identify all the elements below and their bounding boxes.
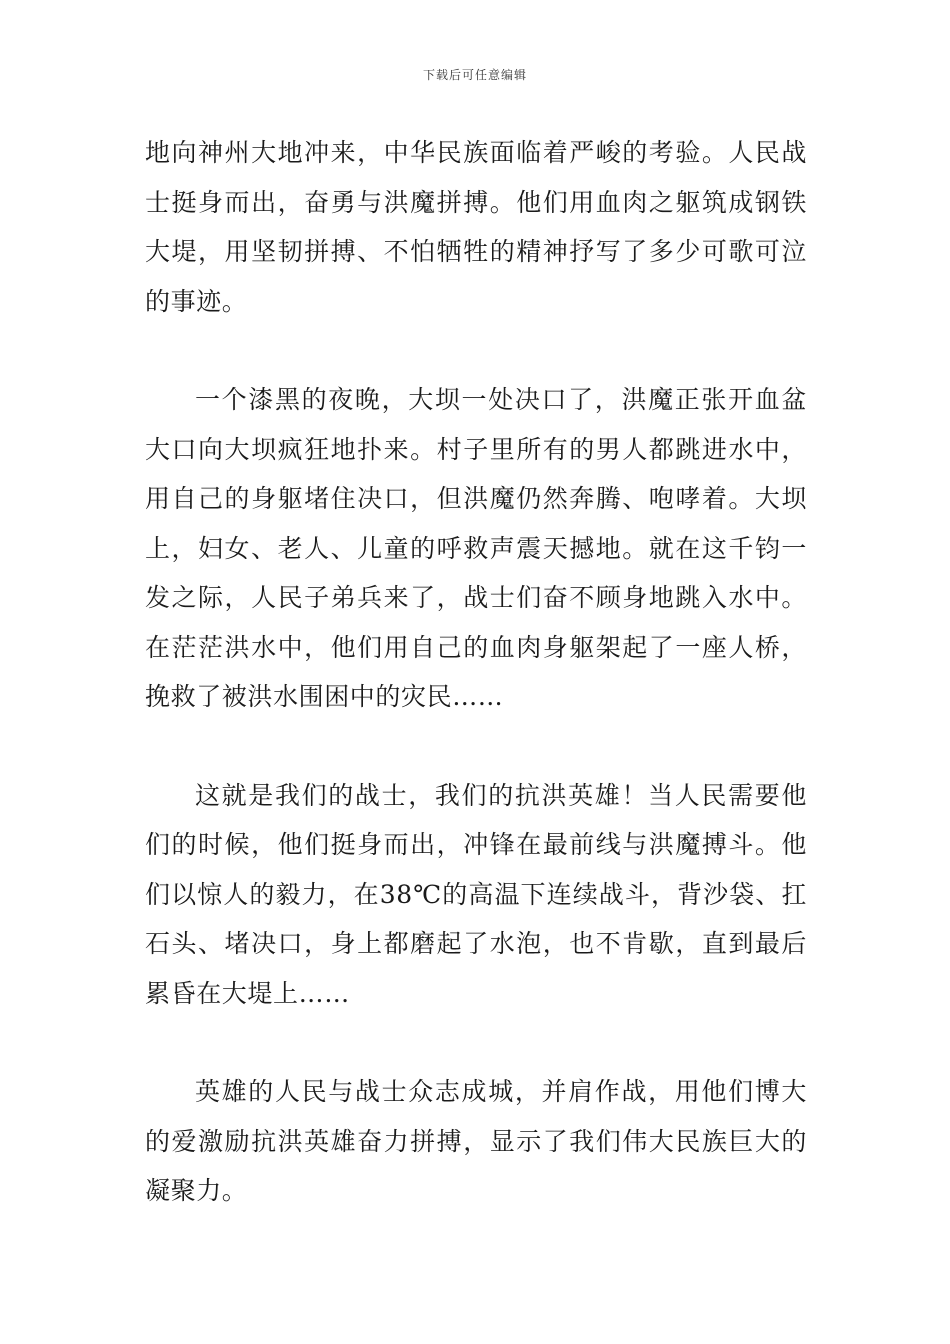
paragraph-2: 一个漆黑的夜晚，大坝一处决口了，洪魔正张开血盆大口向大坝疯狂地扑来。村子里所有的男人都跳进水中，用自己的身躯堵住决口，但洪魔仍然奔腾、咆哮着。大坝上，妇女、老人、儿童的呼救声震天撼地。就在这千钧一发之际，人民子弟兵来了，战士们奋不顾身地跳入水中。在茫茫洪水中，他们用自己的血肉身躯架起了一座人桥，挽救了被洪水围困中的灾民…… bbox=[145, 385, 807, 711]
paragraph-4: 英雄的人民与战士众志成城，并肩作战，用他们博大的爱激励抗洪英雄奋力拼搏，显示了我们伟大民族巨大的凝聚力。 bbox=[145, 1077, 807, 1205]
paragraph-1: 地向神州大地冲来，中华民族面临着严峻的考验。人民战士挺身而出，奋勇与洪魔拼搏。他们用血肉之躯筑成钢铁大堤，用坚韧拼搏、不怕牺牲的精神抒写了多少可歌可泣的事迹。 bbox=[145, 138, 807, 316]
header-note: 下载后可任意编辑 bbox=[422, 68, 527, 82]
paragraph-3: 这就是我们的战士，我们的抗洪英雄！当人民需要他们的时候，他们挺身而出，冲锋在最前线与洪魔搏斗。他们以惊人的毅力，在38℃的高温下连续战斗，背沙袋、扛石头、堵决口，身上都磨起了水泡，也不肯歇，直到最后累昏在大堤上…… bbox=[145, 780, 807, 1008]
document-body bbox=[145, 128, 807, 1216]
